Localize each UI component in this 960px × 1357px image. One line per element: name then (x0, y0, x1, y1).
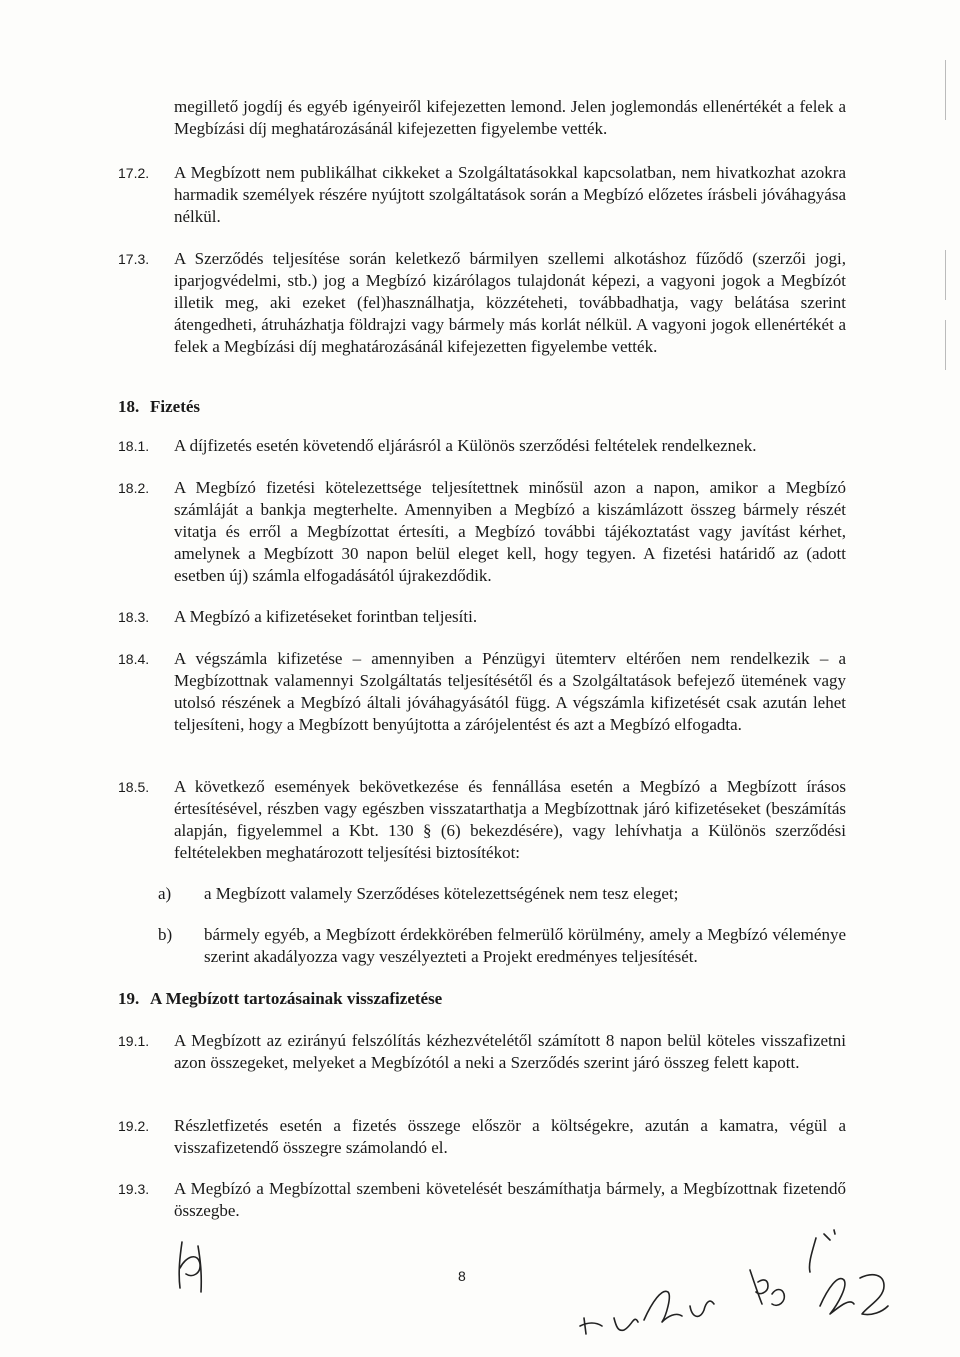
subitem-label: b) (158, 925, 173, 944)
handwritten-initials-left (168, 1238, 218, 1298)
clause-text: A végszámla kifizetése – amennyiben a Pénzügyi ütemterv eltérően nem rendelkezik – a Megbízottnak valamennyi Szolgáltatás teljesítésétől és a Szolgáltatások befejező ütemének vagy utolsó részének a Megbízó általi jóváhagyásától függ. A végszámla kifizetését csak azután lehet teljesíteni, hogy a Megbízott benyújtotta a zárójelentést és azt a Megbízó elfogadta. (174, 649, 846, 734)
clause-text: A Megbízó fizetési kötelezettsége teljesítettnek minősül azon a napon, amikor a Megbízó számláját a bankja megterhelte. Amennyiben a Megbízó a kiszámlázott összeg bármely részét vitatja és erről a Megbízottat értesíti, a Megbízó további tájékoztatást vagy javítást kérhet, amelynek a Megbízott 30 napon belül eleget kell, hogy tegyen. A fizetési határidő az (adott esetben új) számla elfogadásától újrakezdődik. (174, 478, 846, 585)
clause-text: A Megbízott az ezirányú felszólítás kézhezvételétől számított 8 napon belül köteles visszafizetni azon összegeket, melyeket a Megbízótól a neki a Szerződés szerint járó összeg felett kapott. (174, 1031, 846, 1072)
section-heading-title: Fizetés (150, 397, 201, 416)
clause-text: Részletfizetés esetén a fizetés összege először a költségekre, azután a kamatra, végül a visszafizetendő összegre számolandó el. (174, 1116, 846, 1157)
handwritten-signatures-right (572, 1222, 902, 1340)
section-heading-title: A Megbízott tartozásainak visszafizetése (150, 989, 443, 1008)
clause-text: A Megbízó a kifizetéseket forintban teljesíti. (174, 607, 478, 626)
clause-text: A díjfizetés esetén követendő eljárásról a Különös szerződési feltételek rendelkeznek. (174, 436, 757, 455)
clause-number: 17.2. (118, 165, 150, 181)
clause-text: A Megbízó a Megbízottal szembeni követelését beszámíthatja bármely, a Megbízottnak fizetendő összegbe. (174, 1179, 846, 1220)
clause-number: 19.1. (118, 1033, 150, 1049)
clause-number: 18.3. (118, 609, 150, 625)
intro-paragraph: megillető jogdíj és egyéb igényeiről kifejezetten lemond. Jelen joglemondás ellenértékét a felek a Megbízási díj meghatározásánál kifejezetten figyelembe vették. (174, 97, 846, 138)
clause-text: A következő események bekövetkezése és fennállása esetén a Megbízó a Megbízott írásos értesítésével, részben vagy egészben visszatarthatja a Megbízottnak járó kifizetéseket (beszámítás alapján, figyelemmel a Kbt. 130 § (6) bekezdésére), vagy lehívhatja a Különös szerződési feltételekben meghatározott teljesítési biztosítékot: (174, 777, 846, 862)
clause-number: 19.3. (118, 1181, 150, 1197)
clause-number: 17.3. (118, 251, 150, 267)
page-number: 8 (458, 1268, 466, 1284)
clause-number: 19.2. (118, 1118, 150, 1134)
scan-edge-mark (945, 320, 946, 370)
clause-number: 18.5. (118, 779, 150, 795)
scan-edge-mark (945, 250, 946, 300)
subitem-text: bármely egyéb, a Megbízott érdekkörében felmerülő körülmény, amely a Megbízó véleménye szerint akadályozza vagy veszélyezteti a Projekt eredményes teljesítését. (204, 925, 846, 966)
clause-number: 18.1. (118, 438, 150, 454)
subitem-text: a Megbízott valamely Szerződéses kötelezettségének nem tesz eleget; (204, 884, 679, 903)
subitem-label: a) (158, 884, 172, 903)
section-heading-number: 18. (118, 397, 140, 416)
scan-edge-mark (945, 60, 946, 120)
section-heading-tartozasok (118, 988, 442, 1010)
clause-text: A Megbízott nem publikálhat cikkeket a Szolgáltatásokkal kapcsolatban, nem hivatkozhat azokra harmadik személyek részére nyújtott szolgáltatások során a Megbízó előzetes írásbeli jóváhagyása nélkül. (174, 163, 846, 226)
clause-number: 18.4. (118, 651, 150, 667)
section-heading-number: 19. (118, 989, 140, 1008)
clause-text: A Szerződés teljesítése során keletkező bármilyen szellemi alkotáshoz fűződő (szerzői jogi, iparjogvédelmi, stb.) jog a Megbízó kizárólagos tulajdonát képezi, a vagyoni jogok a Megbízót illetik meg, aki ezeket (fel)használhatja, közzéteheti, továbbadhatja, vagy belátása szerint átengedheti, átruházhatja földrajzi vagy bármely más korlát nélkül. A vagyoni jogok ellenértékét a felek a Megbízási díj meghatározásánál kifejezetten figyelembe vették. (174, 249, 846, 356)
section-heading-fizetes (118, 396, 200, 418)
clause-number: 18.2. (118, 480, 150, 496)
